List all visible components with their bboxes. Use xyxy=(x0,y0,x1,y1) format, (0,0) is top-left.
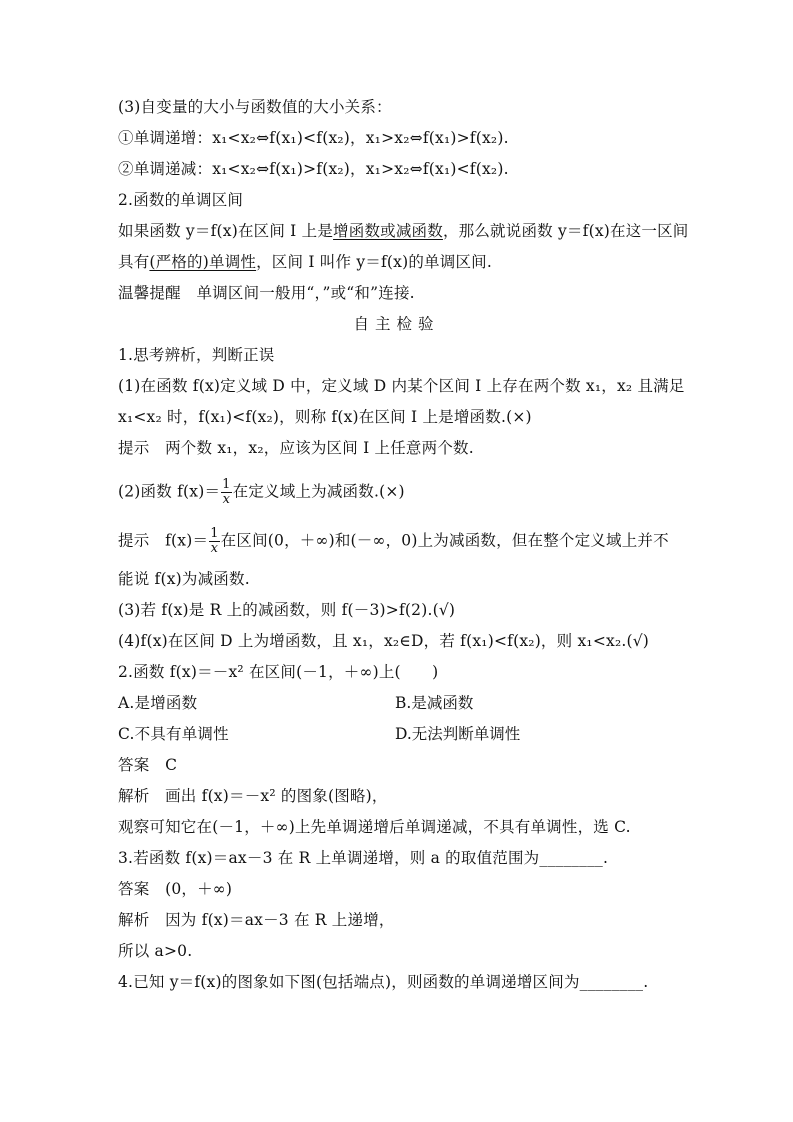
text-line: 所以 a>0. xyxy=(118,942,193,960)
text-fragment: ，那么就说函数 y＝f(x)在这一区间 xyxy=(442,222,689,240)
question-heading: 2.函数 f(x)＝－x² 在区间(－1，＋∞)上( ) xyxy=(118,663,439,681)
fraction-numerator: 1 xyxy=(222,477,231,492)
question-heading: 1.思考辨析，判断正误 xyxy=(118,346,275,364)
text-line: (4)f(x)在区间 D 上为增函数，且 x₁，x₂∈D，若 f(x₁)<f(x₂)，则 x₁<x₂.(√) xyxy=(118,632,650,650)
option-a: A.是增函数 xyxy=(118,694,198,712)
fraction-denominator: x xyxy=(210,541,219,556)
text-line: (3)若 f(x)是 R 上的减函数，则 f(－3)>f(2).(√) xyxy=(118,601,456,619)
underlined-term: 增函数或减函数 xyxy=(333,222,443,240)
text-line: 观察可知它在(－1，＋∞)上先单调递增后单调递减，不具有单调性，选 C. xyxy=(118,818,631,836)
text-line: ②单调递减：x₁<x₂⇔f(x₁)>f(x₂)，x₁>x₂⇔f(x₁)<f(x₂). xyxy=(118,160,509,178)
hint-line-with-fraction xyxy=(118,527,669,556)
section-heading: 2.函数的单调区间 xyxy=(118,191,244,209)
fraction-denominator: x xyxy=(222,492,231,507)
text-fragment: 在定义域上为减函数.(×) xyxy=(232,482,405,501)
text-fragment: ，区间 I 叫作 y＝f(x)的单调区间. xyxy=(256,253,492,271)
text-line: 能说 f(x)为减函数. xyxy=(118,570,250,588)
analysis-line: 解析 画出 f(x)＝－x² 的图象(图略)， xyxy=(118,787,388,805)
text-fragment: 如果函数 y＝f(x)在区间 I 上是 xyxy=(118,222,334,240)
hint-line: 提示 两个数 x₁，x₂，应该为区间 I 上任意两个数. xyxy=(118,439,474,457)
text-line-with-fraction xyxy=(118,478,405,507)
paragraph-line xyxy=(118,221,689,241)
question-heading: 3.若函数 f(x)＝ax－3 在 R 上单调递增，则 a 的取值范围为________. xyxy=(118,849,609,867)
answer-line: 答案 (0，＋∞) xyxy=(118,880,233,898)
text-line: ①单调递增：x₁<x₂⇔f(x₁)<f(x₂)，x₁>x₂⇔f(x₁)>f(x₂). xyxy=(118,129,509,147)
text-fragment: 具有 xyxy=(118,253,150,271)
analysis-line: 解析 因为 f(x)＝ax－3 在 R 上递增， xyxy=(118,911,395,929)
fraction-1-over-x xyxy=(221,478,231,507)
option-b: B.是减函数 xyxy=(395,694,474,712)
answer-line: 答案 C xyxy=(118,756,178,774)
section-title: 自主检验 xyxy=(353,315,440,333)
fraction-numerator: 1 xyxy=(210,526,219,541)
fraction-1-over-x xyxy=(209,527,219,556)
text-line: (3)自变量的大小与函数值的大小关系： xyxy=(118,98,392,116)
question-heading: 4.已知 y＝f(x)的图象如下图(包括端点)，则函数的单调递增区间为________. xyxy=(118,973,649,991)
text-fragment: (2)函数 f(x)＝ xyxy=(118,482,221,501)
option-c: C.不具有单调性 xyxy=(118,725,229,743)
tip-line: 温馨提醒 单调区间一般用“，”或“和”连接. xyxy=(118,284,415,302)
text-fragment: 提示 f(x)＝ xyxy=(118,531,209,550)
paragraph-line xyxy=(118,252,492,272)
text-line: x₁<x₂ 时，f(x₁)<f(x₂)，则称 f(x)在区间 I 上是增函数.(×) xyxy=(118,408,532,426)
underlined-term: (严格的)单调性 xyxy=(149,253,257,271)
text-fragment: 在区间(0，＋∞)和(－∞，0)上为减函数，但在整个定义域上并不 xyxy=(220,531,669,550)
option-d: D.无法判断单调性 xyxy=(395,725,521,743)
text-line: (1)在函数 f(x)定义域 D 中，定义域 D 内某个区间 I 上存在两个数 x₁，x₂ 且满足 xyxy=(118,377,685,395)
